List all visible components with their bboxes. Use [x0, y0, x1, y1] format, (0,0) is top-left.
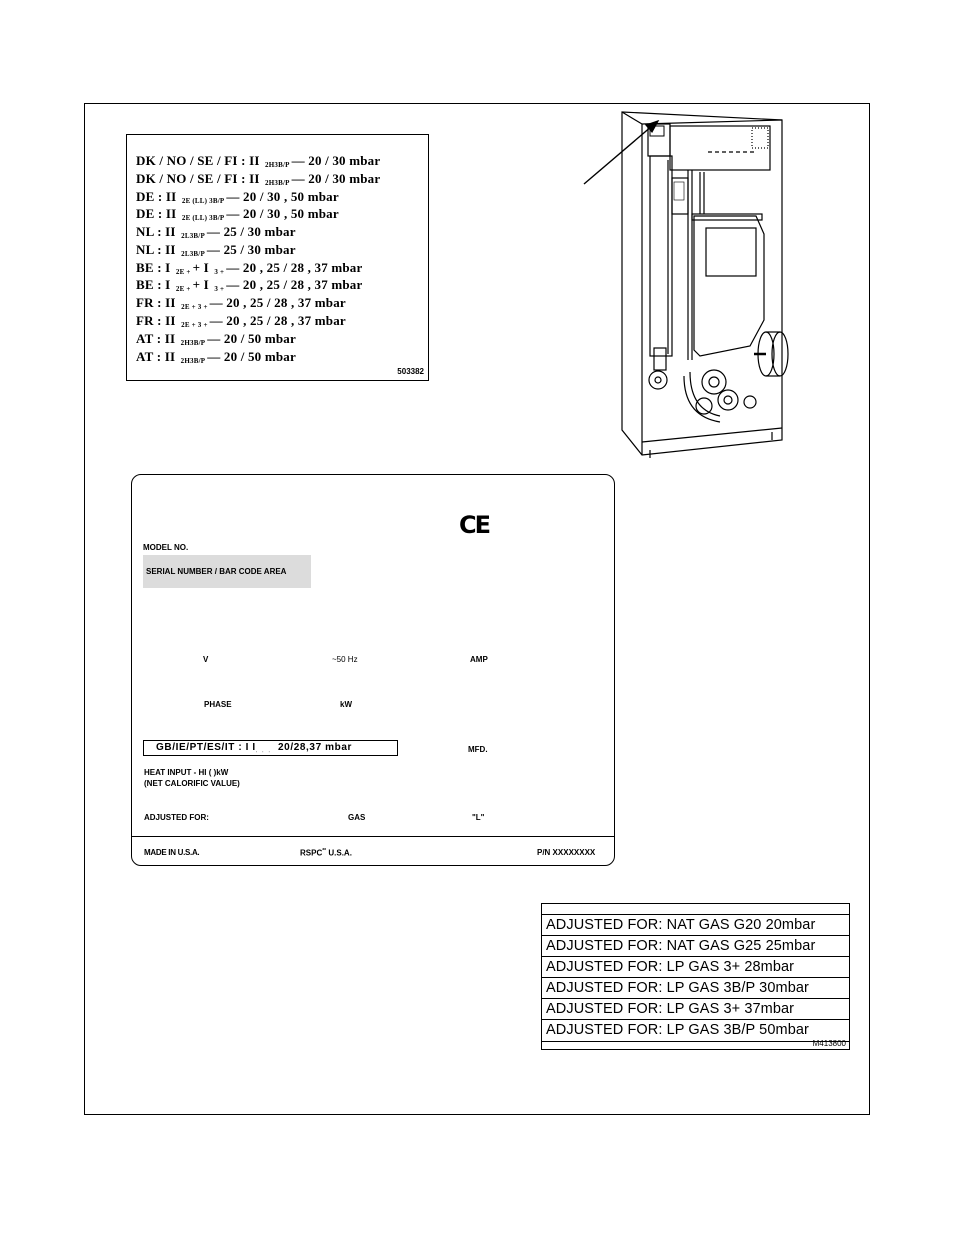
kw-label: kW [340, 700, 352, 709]
heat-input-label: HEAT INPUT - HI ( )kW [144, 768, 229, 777]
plate-divider [132, 836, 614, 837]
adjusted-row: ADJUSTED FOR: LP GAS 3B/P 50mbar [542, 1019, 849, 1042]
gas-label: GAS [348, 813, 366, 822]
gas-category-line: AT : II $_{2H3B/P}$ — 20 / 50 mbar [136, 349, 296, 365]
volts-label: V [203, 655, 209, 664]
model-number-label: MODEL NO. [143, 543, 189, 552]
gas-category-line: DE : II $_{2E (LL) 3B/P}$ — 20 / 30 , 50 mbar [136, 189, 339, 205]
gas-category-line: FR : II $_{2E + 3 +}$ — 20 , 25 / 28 , 37 mbar [136, 313, 346, 329]
made-in-label: MADE IN U.S.A. [144, 848, 200, 857]
adjusted-row: ADJUSTED FOR: NAT GAS G20 20mbar [542, 914, 849, 936]
rating-plate [131, 474, 615, 866]
serial-number-area: SERIAL NUMBER / BAR CODE AREA [143, 555, 311, 588]
adjusted-row: ADJUSTED FOR: LP GAS 3+ 28mbar [542, 956, 849, 978]
table-part-number: M413800 [812, 1039, 846, 1048]
gas-category-line: BE : I $_{2E +}$ + I $_{3 +}$ — 20 , 25 / 28 , 37 mbar [136, 277, 363, 293]
rspc-label: RSPC** U.S.A. [300, 848, 352, 858]
adjusted-for-label: ADJUSTED FOR: [144, 813, 209, 822]
gas-category-line: DK / NO / SE / FI : II $_{2H3B/P}$ — 20 / 30 mbar [136, 153, 381, 169]
boiler-illustration [580, 110, 790, 460]
gas-category-line: DE : II $_{2E (LL) 3B/P}$ — 20 / 30 , 50 mbar [136, 206, 339, 222]
part-number-label: P/N XXXXXXXX [537, 848, 596, 857]
label-part-number: 503382 [397, 367, 424, 376]
l-label: "L" [472, 813, 485, 822]
hz-label: ~50 Hz [332, 655, 358, 664]
adjusted-row: ADJUSTED FOR: NAT GAS G25 25mbar [542, 935, 849, 957]
mfd-label: MFD. [468, 745, 488, 754]
net-calorific-label: (NET CALORIFIC VALUE) [144, 779, 240, 788]
gas-category-line: AT : II $_{2H3B/P}$ — 20 / 50 mbar [136, 331, 296, 347]
gas-category-box: GB/IE/PT/ES/IT : I $I_{\cdot \cdot \cdot}$ 20/28,37 mbar [143, 740, 398, 756]
ce-mark: CE [459, 511, 490, 539]
gas-category-line: BE : I $_{2E +}$ + I $_{3 +}$ — 20 , 25 / 28 , 37 mbar [136, 260, 363, 276]
adjusted-for-table [541, 903, 850, 1050]
adjusted-row: ADJUSTED FOR: LP GAS 3B/P 30mbar [542, 977, 849, 999]
gas-category-line: NL : II $_{2L3B/P}$ — 25 / 30 mbar [136, 242, 296, 258]
gas-category-line: FR : II $_{2E + 3 +}$ — 20 , 25 / 28 , 37 mbar [136, 295, 346, 311]
gas-category-line: NL : II $_{2L3B/P}$ — 25 / 30 mbar [136, 224, 296, 240]
gas-category-label [126, 134, 429, 381]
amp-label: AMP [470, 655, 488, 664]
phase-label: PHASE [204, 700, 232, 709]
gas-category-line: DK / NO / SE / FI : II $_{2H3B/P}$ — 20 / 30 mbar [136, 171, 381, 187]
adjusted-row: ADJUSTED FOR: LP GAS 3+ 37mbar [542, 998, 849, 1020]
